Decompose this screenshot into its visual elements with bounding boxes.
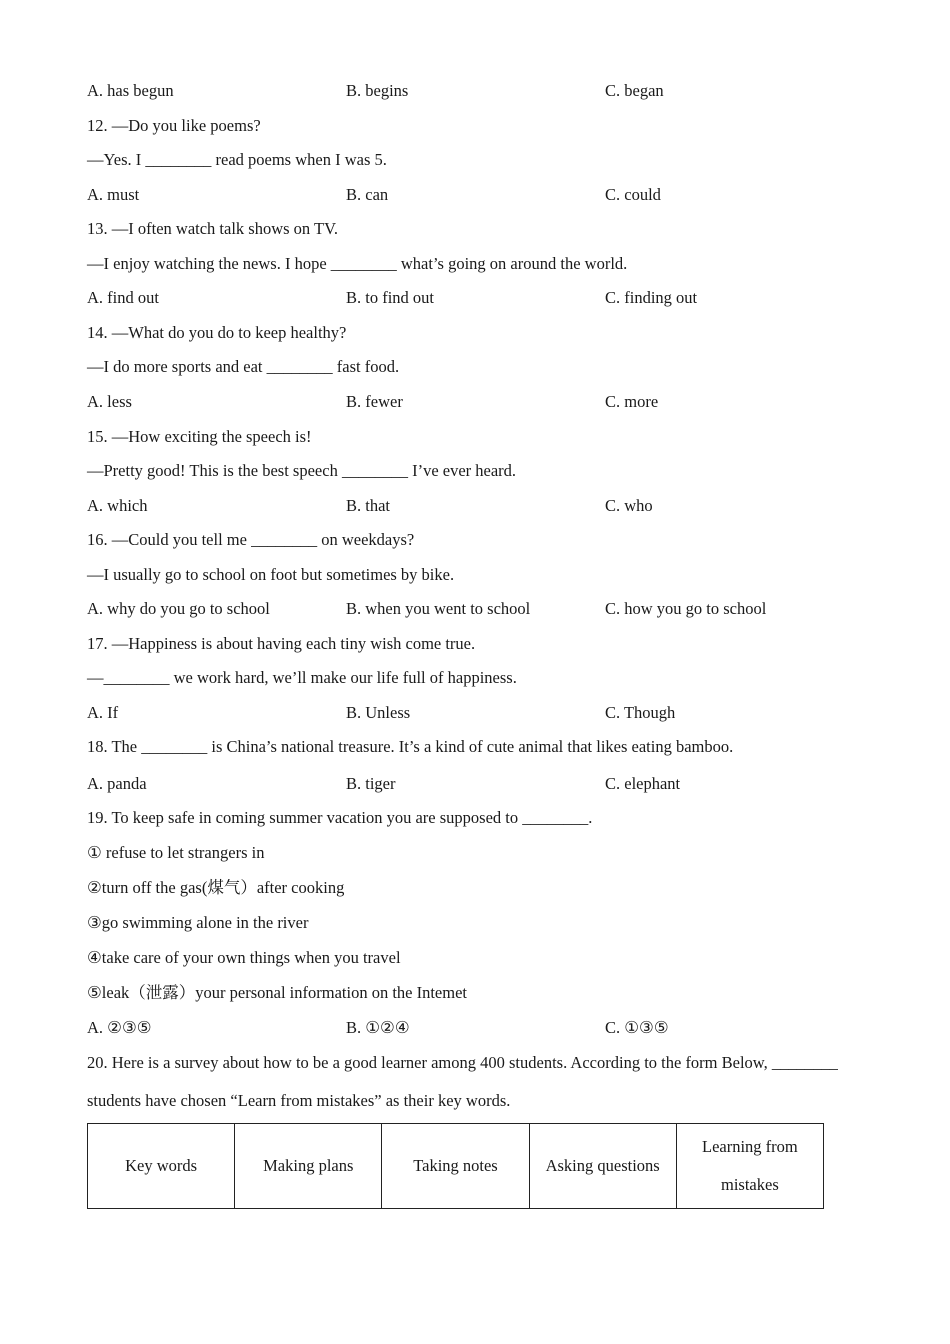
- q15-option-a: A. which: [87, 496, 148, 515]
- q19-item-5: ⑤leak（泄露）your personal information on the Intemet: [87, 983, 467, 1002]
- survey-table-row: [88, 1124, 824, 1209]
- q14-answer-line: —I do more sports and eat ________ fast food.: [87, 357, 400, 376]
- q11-option-c: C. began: [605, 81, 664, 100]
- q16-question: 16. —Could you tell me ________ on weekdays?: [87, 530, 415, 549]
- q12-option-b: B. can: [346, 185, 389, 204]
- q15-option-c: C. who: [605, 496, 653, 515]
- q19-item-3: ③go swimming alone in the river: [87, 913, 309, 932]
- q19-item-4: ④take care of your own things when you travel: [87, 948, 401, 967]
- table-cell-asking-questions: Asking questions: [529, 1124, 676, 1209]
- q17-option-a: A. If: [87, 703, 119, 722]
- q14-question: 14. —What do you do to keep healthy?: [87, 323, 347, 342]
- survey-table: [87, 1123, 824, 1209]
- q19-item-2: ②turn off the gas(煤气）after cooking: [87, 878, 345, 897]
- q16-option-a: A. why do you go to school: [87, 599, 270, 618]
- q20-question-continued: students have chosen “Learn from mistakes” as their key words.: [87, 1091, 511, 1110]
- q13-option-c: C. finding out: [605, 288, 698, 307]
- q18-option-a: A. panda: [87, 774, 147, 793]
- table-cell-learning-from-mistakes: Learning from mistakes: [676, 1124, 823, 1209]
- q13-option-b: B. to find out: [346, 288, 435, 307]
- q17-option-c: C. Though: [605, 703, 676, 722]
- q19-option-a: A. ②③⑤: [87, 1018, 152, 1037]
- q13-option-a: A. find out: [87, 288, 159, 307]
- table-cell-taking-notes: Taking notes: [382, 1124, 529, 1209]
- q19-item-1: ① refuse to let strangers in: [87, 843, 265, 862]
- q15-option-b: B. that: [346, 496, 390, 515]
- q18-option-b: B. tiger: [346, 774, 396, 793]
- q12-option-a: A. must: [87, 185, 140, 204]
- q12-question: 12. —Do you like poems?: [87, 116, 261, 135]
- q15-answer-line: —Pretty good! This is the best speech ________ I’ve ever heard.: [87, 461, 517, 480]
- q11-option-b: B. begins: [346, 81, 409, 100]
- table-cell-key-words: Key words: [88, 1124, 235, 1209]
- q16-option-b: B. when you went to school: [346, 599, 531, 618]
- q19-question: 19. To keep safe in coming summer vacation you are supposed to ________.: [87, 808, 593, 827]
- q15-question: 15. —How exciting the speech is!: [87, 427, 312, 446]
- q14-option-a: A. less: [87, 392, 132, 411]
- q13-question: 13. —I often watch talk shows on TV.: [87, 219, 338, 238]
- q17-question: 17. —Happiness is about having each tiny wish come true.: [87, 634, 476, 653]
- q17-option-b: B. Unless: [346, 703, 411, 722]
- q12-option-c: C. could: [605, 185, 661, 204]
- q18-question: 18. The ________ is China’s national treasure. It’s a kind of cute animal that likes eating bamboo.: [87, 737, 734, 756]
- q12-answer-line: —Yes. I ________ read poems when I was 5.: [87, 150, 387, 169]
- q14-option-c: C. more: [605, 392, 659, 411]
- q16-option-c: C. how you go to school: [605, 599, 767, 618]
- q19-option-b: B. ①②④: [346, 1018, 410, 1037]
- q18-option-c: C. elephant: [605, 774, 681, 793]
- q11-option-a: A. has begun: [87, 81, 174, 100]
- q16-answer-line: —I usually go to school on foot but sometimes by bike.: [87, 565, 455, 584]
- q19-option-c: C. ①③⑤: [605, 1018, 669, 1037]
- q20-question: 20. Here is a survey about how to be a good learner among 400 students. According to the form Below, ________: [87, 1053, 838, 1072]
- table-cell-making-plans: Making plans: [235, 1124, 382, 1209]
- q17-answer-line: —________ we work hard, we’ll make our life full of happiness.: [87, 668, 517, 687]
- q13-answer-line: —I enjoy watching the news. I hope ________ what’s going on around the world.: [87, 254, 628, 273]
- q14-option-b: B. fewer: [346, 392, 403, 411]
